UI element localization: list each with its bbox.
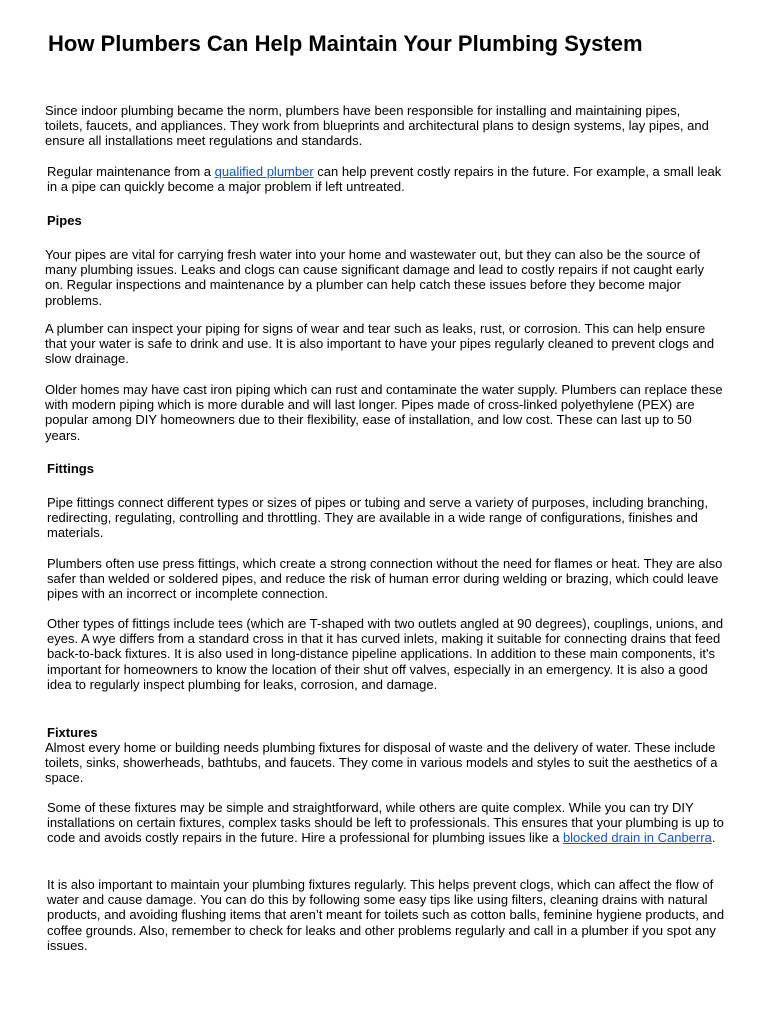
- fittings-paragraph-2: Plumbers often use press fittings, which create a strong connection without the need for flames or heat. They are also safer than welded or soldered pipes, and reduce the risk of human error during welding or brazing, which could leave pipes with an incorrect or incomplete connection.: [47, 556, 723, 602]
- fittings-heading: Fittings: [47, 461, 94, 476]
- fittings-paragraph-1: Pipe fittings connect different types or sizes of pipes or tubing and serve a variety of purposes, including branching, redirecting, regulating, controlling and throttling. They are available in a wide range of configurations, finishes and materials.: [47, 495, 708, 541]
- intro-paragraph-2-text-after: can help prevent costly repairs in the future. For example, a small leak in a pipe can quickly become a major problem if left untreated.: [47, 164, 722, 195]
- fixtures-paragraph-1: Almost every home or building needs plumbing fixtures for disposal of waste and the delivery of water. These include toilets, sinks, showerheads, bathtubs, and faucets. They come in various models and styles to suit the aesthetics of a space.: [45, 740, 718, 786]
- fixtures-paragraph-2: [45, 800, 727, 846]
- pipes-paragraph-3: Older homes may have cast iron piping which can rust and contaminate the water supply. Plumbers can replace these with modern piping which is more durable and will last longer. Pipes made of cross-linked polyethylene (PEX) are popular among DIY homeowners due to their flexibility, ease of installation, and low cost. These can last up to 50 years.: [45, 382, 723, 443]
- fixtures-heading: Fixtures: [47, 725, 98, 740]
- pipes-heading: Pipes: [47, 213, 82, 228]
- pipes-paragraph-2: A plumber can inspect your piping for signs of wear and tear such as leaks, rust, or corrosion. This can help ensure that your water is safe to drink and use. It is also important to have your pipes regularly cleaned to prevent clogs and slow drainage.: [45, 321, 715, 367]
- intro-paragraph-2-text-before: Regular maintenance from a: [47, 164, 215, 179]
- qualified-plumber-link[interactable]: qualified plumber: [214, 164, 314, 179]
- blocked-drain-canberra-link[interactable]: blocked drain in Canberra: [562, 830, 712, 846]
- fixtures-paragraph-3: It is also important to maintain your plumbing fixtures regularly. This helps prevent clogs, which can affect the flow of water and cause damage. You can do this by following some easy tips like using filters, cleaning drains with natural products, and avoiding flushing items that aren’t meant for toilets such as cotton balls, feminine hygiene products, and coffee grounds. Also, remember to check for leaks and other problems regularly and call in a plumber if you spot any issues.: [47, 877, 725, 953]
- fixtures-paragraph-2-text-before: Some of these fixtures may be simple and straightforward, while others are quite complex. While you can try DIY installations on certain fixtures, complex tasks should be left to professionals. This ensures that your plumbing is up to code and avoids costly repairs in the future. Hire a professional for plumbing issues like a: [47, 800, 724, 846]
- intro-paragraph-1: Since indoor plumbing became the norm, plumbers have been responsible for installing and maintaining pipes, toilets, faucets, and appliances. They work from blueprints and architectural plans to design systems, lay pipes, and ensure all installations meet regulations and standards.: [45, 103, 709, 149]
- page-title: How Plumbers Can Help Maintain Your Plumbing System: [48, 31, 643, 56]
- intro-paragraph-2: [45, 164, 727, 194]
- pipes-paragraph-1: Your pipes are vital for carrying fresh water into your home and wastewater out, but they can also be the source of many plumbing issues. Leaks and clogs can cause significant damage and lead to costly repairs if not caught early on. Regular inspections and maintenance by a plumber can help catch these issues before they become major problems.: [45, 247, 705, 308]
- fittings-paragraph-3: Other types of fittings include tees (which are T-shaped with two outlets angled at 90 degrees), couplings, unions, and eyes. A wye differs from a standard cross in that it has curved inlets, making it suitable for connecting drains that feed back-to-back fixtures. It is also used in long-distance pipeline applications. In addition to these main components, it's important for homeowners to know the location of their shut off valves, especially in an emergency. It is also a good idea to regularly inspect plumbing for leaks, corrosion, and damage.: [47, 616, 724, 692]
- fixtures-paragraph-2-text-after: .: [711, 830, 716, 846]
